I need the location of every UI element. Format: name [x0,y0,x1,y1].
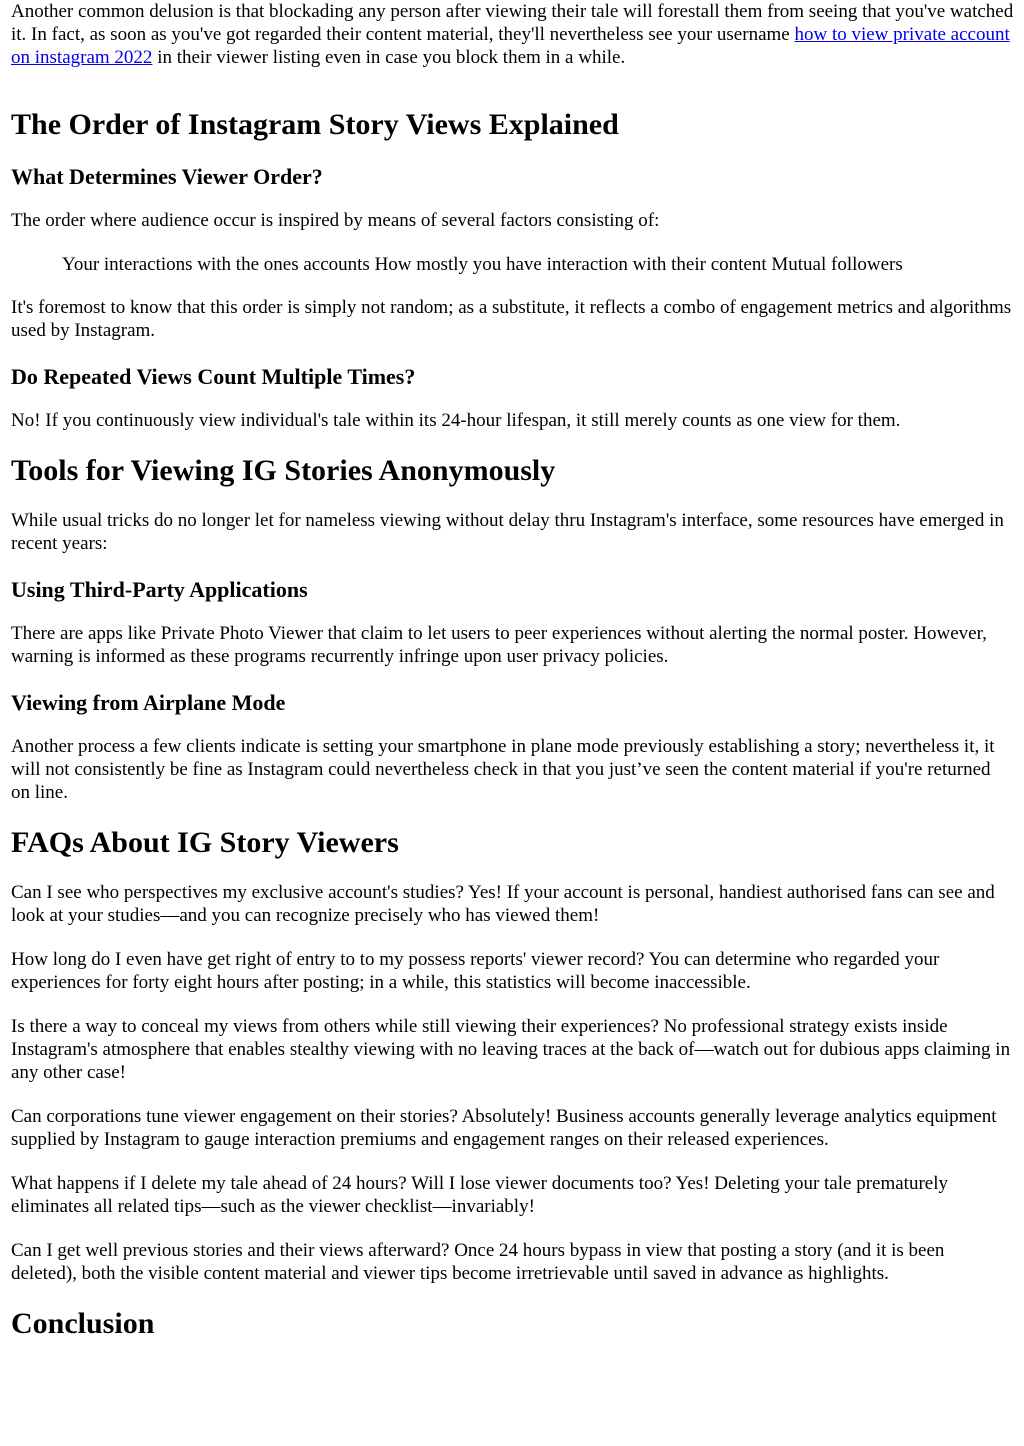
faq-item: Can corporations tune viewer engagement on their stories? Absolutely! Business accounts generally leverage analytics equipment supplied by Instagram to gauge interaction premiums and engagement ranges on their released experiences. [11,1106,997,1150]
intro-text-before: Another common delusion is that blockading any person after viewing their tale will forestall them from seeing that you've watched it. In fact, as soon as you've got regarded their content material, they'll nevertheless see your username [11,1,1014,45]
airplane-mode-subheading: Viewing from Airplane Mode [11,690,286,715]
airplane-mode-paragraph: Another process a few clients indicate is setting your smartphone in plane mode previously establishing a story; nevertheless it, it will not consistently be fine as Instagram could nevertheless check in that you just’ve seen the content material if you're returned on line. [11,736,995,803]
repeated-views-paragraph: No! If you continuously view individual's tale within its 24-hour lifespan, it still merely counts as one view for them. [11,410,901,431]
order-heading: The Order of Instagram Story Views Explained [11,108,619,141]
intro-paragraph [11,0,1014,69]
viewer-order-paragraph: The order where audience occur is inspired by means of several factors consisting of: [11,210,660,231]
viewer-order-factors: Your interactions with the ones accounts How mostly you have interaction with their content Mutual followers [62,254,903,275]
faq-item: Can I get well previous stories and their views afterward? Once 24 hours bypass in view that posting a story (and it is been deleted), both the visible content material and viewer tips become irretrievable until saved in advance as highlights. [11,1240,945,1284]
third-party-subheading: Using Third-Party Applications [11,577,308,602]
faq-item: Is there a way to conceal my views from others while still viewing their experiences? No professional strategy exists inside Instagram's atmosphere that enables stealthy viewing with no leaving traces at the back of—watch out for dubious apps claiming in any other case! [11,1016,1011,1083]
tools-paragraph: While usual tricks do no longer let for nameless viewing without delay thru Instagram's interface, some resources have emerged in recent years: [11,510,1004,554]
intro-text-after: in their viewer listing even in case you block them in a while. [152,47,626,68]
private-account-link[interactable]: how to view private account on instagram 2022 [11,24,1010,68]
tools-heading: Tools for Viewing IG Stories Anonymously [11,454,556,487]
third-party-paragraph: There are apps like Private Photo Viewer that claim to let users to peer experiences without alerting the normal poster. However, warning is informed as these programs recurrently infringe upon user privacy policies. [11,623,987,667]
repeated-views-subheading: Do Repeated Views Count Multiple Times? [11,364,416,389]
faqs-heading: FAQs About IG Story Viewers [11,826,399,859]
faq-item: How long do I even have get right of entry to to my possess reports' viewer record? You can determine who regarded your experiences for forty eight hours after posting; in a while, this statistics will become inaccessible. [11,949,940,993]
conclusion-heading: Conclusion [11,1307,155,1340]
viewer-order-subheading: What Determines Viewer Order? [11,164,323,189]
faq-item: Can I see who perspectives my exclusive account's studies? Yes! If your account is personal, handiest authorised fans can see and look at your studies—and you can recognize precisely who has viewed them! [11,882,995,926]
viewer-order-paragraph-2: It's foremost to know that this order is simply not random; as a substitute, it reflects a combo of engagement metrics and algorithms used by Instagram. [11,297,1012,341]
faq-item: What happens if I delete my tale ahead of 24 hours? Will I lose viewer documents too? Yes! Deleting your tale prematurely eliminates all related tips—such as the viewer checklist—invariably! [11,1173,948,1217]
